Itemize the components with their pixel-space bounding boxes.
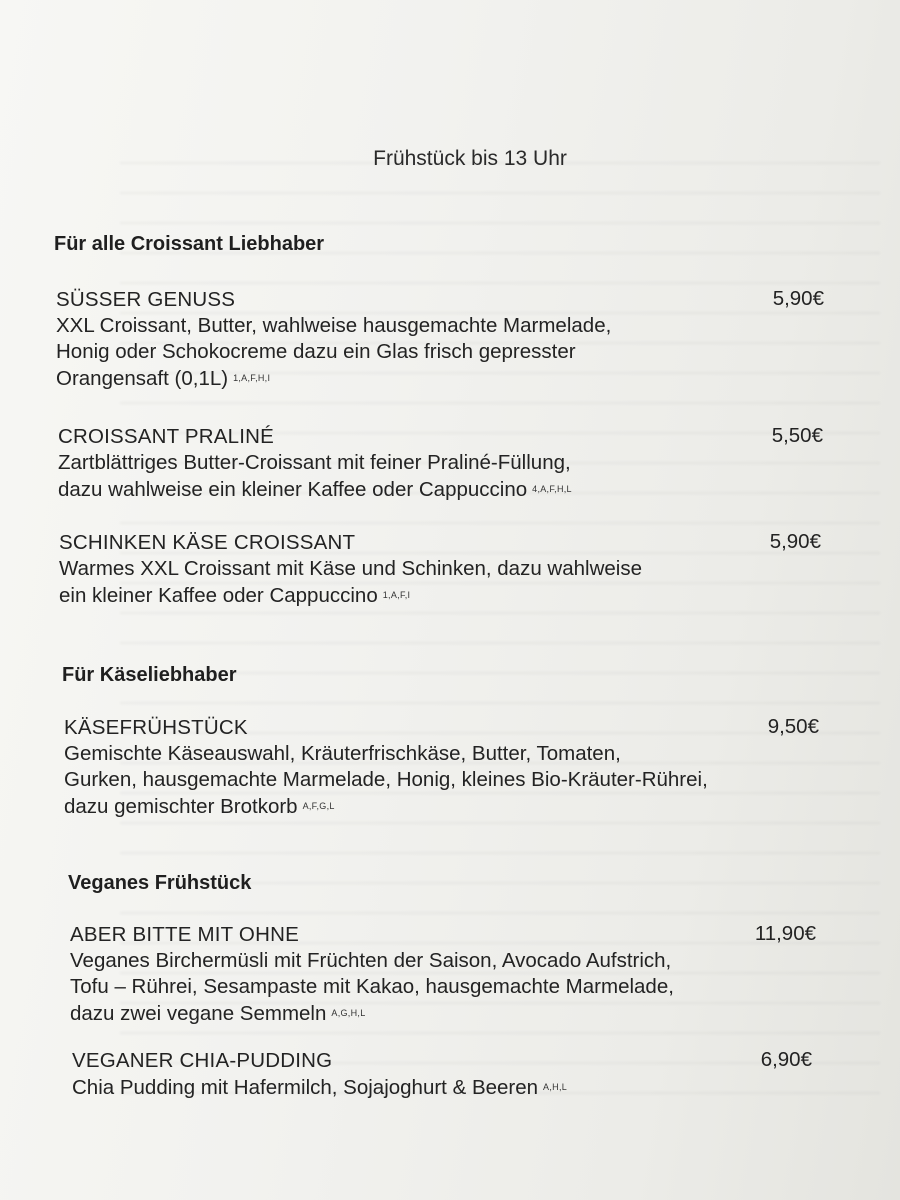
item-name: ABER BITTE MIT OHNE [70, 923, 299, 946]
section-heading-kaese: Für Käseliebhaber [62, 664, 237, 686]
description-line: Chia Pudding mit Hafermilch, Sojajoghurt & Beeren [72, 1076, 539, 1099]
allergen-codes: 1,A,F,I [382, 590, 411, 600]
item-name: KÄSEFRÜHSTÜCK [64, 716, 248, 739]
description-line: Warmes XXL Croissant mit Käse und Schinken, dazu wahlweise [59, 557, 642, 580]
description-line: dazu gemischter Brotkorb [64, 795, 298, 818]
menu-item-kaesefruehstueck [64, 715, 708, 820]
item-name: SCHINKEN KÄSE CROISSANT [59, 531, 356, 554]
menu-item-aber-bitte-mit-ohne [70, 922, 674, 1027]
description-line: Honig oder Schokocreme dazu ein Glas frisch gepresster [56, 340, 576, 363]
item-price: 5,50€ [771, 424, 823, 447]
description-line: dazu wahlweise ein kleiner Kaffee oder Cappuccino [58, 478, 528, 501]
description-line: dazu zwei vegane Semmeln [70, 1002, 327, 1025]
allergen-codes: A,F,G,L [302, 801, 335, 811]
item-description [70, 948, 674, 1027]
item-name: SÜSSER GENUSS [56, 288, 236, 311]
section-heading-croissant: Für alle Croissant Liebhaber [54, 233, 325, 255]
description-line: Gurken, hausgemachte Marmelade, Honig, kleines Bio-Kräuter-Rührei, [64, 768, 708, 791]
item-price: 11,90€ [754, 922, 816, 945]
section-heading-vegan: Veganes Frühstück [68, 872, 252, 894]
menu-item-suesser-genuss [56, 287, 611, 392]
description-line: Veganes Birchermüsli mit Früchten der Saison, Avocado Aufstrich, [70, 949, 672, 972]
menu-title: Frühstück bis 13 Uhr [373, 147, 567, 170]
item-name: CROISSANT PRALINÉ [58, 425, 275, 448]
description-line: Zartblättriges Butter-Croissant mit feiner Praliné-Füllung, [58, 451, 571, 474]
item-price: 5,90€ [769, 530, 821, 553]
menu-item-schinken-kaese-croissant [59, 530, 642, 609]
item-description [72, 1074, 567, 1101]
description-line: Tofu – Rührei, Sesampaste mit Kakao, hausgemachte Marmelade, [70, 975, 674, 998]
item-description [58, 450, 572, 503]
menu-item-veganer-chia-pudding [72, 1048, 567, 1101]
item-price: 9,50€ [767, 715, 819, 738]
item-price: 5,90€ [772, 287, 824, 310]
item-description [64, 741, 708, 820]
allergen-codes: A,G,H,L [331, 1008, 366, 1018]
allergen-codes: A,H,L [543, 1082, 568, 1092]
description-line: Orangensaft (0,1L) [56, 367, 229, 390]
item-name: VEGANER CHIA-PUDDING [72, 1049, 333, 1072]
allergen-codes: 1,A,F,H,I [233, 373, 271, 383]
item-description [59, 556, 642, 609]
description-line: XXL Croissant, Butter, wahlweise hausgemachte Marmelade, [56, 314, 612, 337]
item-description [56, 313, 611, 392]
description-line: ein kleiner Kaffee oder Cappuccino [59, 584, 378, 607]
description-line: Gemischte Käseauswahl, Kräuterfrischkäse, Butter, Tomaten, [64, 742, 621, 765]
item-price: 6,90€ [760, 1048, 812, 1071]
allergen-codes: 4,A,F,H,L [532, 484, 572, 494]
menu-item-croissant-praline [58, 424, 572, 503]
